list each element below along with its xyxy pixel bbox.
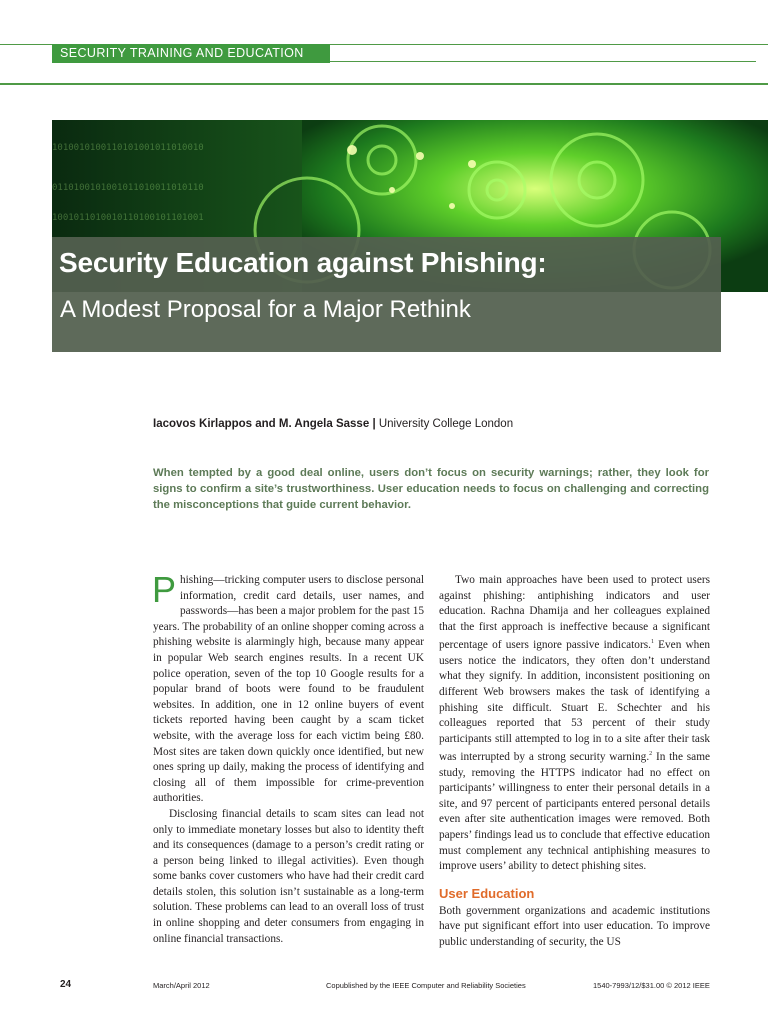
body-paragraph: Both government organizations and academic institutions have put significant effort into user education. To improve public understanding of security, the US [439,904,710,948]
publisher-line: Copublished by the IEEE Computer and Reliability Societies [326,981,526,990]
paragraph-text: Two main approaches have been used to protect users against phishing: antiphishing indicators and user education. Rachna Dhamija and her colleagues explained that the first approach is ineffective because a significant percentage of users ignore passive indicators. [439,574,710,652]
section-heading: User Education [439,885,535,901]
article-abstract: When tempted by a good deal online, users don’t focus on security warnings; rather, they look for signs to confirm a site’s trustworthiness. User education needs to focus on challenging and correcting the misconceptions that guide current behavior. [153,467,709,511]
body-column-left [152,569,424,947]
byline [153,418,513,430]
paragraph-text: In the same study, removing the HTTPS indicator had no effect on participants’ willingness to enter their personal details in a site, and 97 percent of participants entered personal details even after site authentication images were removed. Both papers’ findings lead us to conclude that effective education must complement any technical antiphishing measures to improve users’ ability to detect phishing sites. [439,751,710,873]
body-column-right [439,573,710,951]
svg-text:1001011010010110100101101001: 1001011010010110100101101001 [52,213,204,223]
author-affiliation: University College London [378,418,514,430]
body-paragraph [439,573,710,875]
section-label: SECURITY TRAINING AND EDUCATION [60,46,304,60]
issn-copyright: 1540-7993/12/$31.00 © 2012 IEEE [593,981,710,990]
svg-text:1010010100110101001011010010: 1010010100110101001011010010 [52,143,204,153]
header-rule-bottom [0,83,768,85]
svg-text:0110100101001011010011010110: 0110100101001011010011010110 [52,183,204,193]
article-subtitle: A Modest Proposal for a Major Rethink [60,296,471,323]
paragraph-text: Even when users notice the indicators, they often don’t understand what they signify. In addition, inconsistent positioning on different Web browsers makes the task of identifying a phishing site difficult. Stuart E. Schechter and his colleagues reported that 53 percent of their study participants still attempted to log in to a site after their task was interrupted by a strong security warning. [439,639,710,764]
issue-date: March/April 2012 [153,981,210,990]
paragraph-text: hishing—tricking computer users to disclose personal information, credit card details, user names, and passwords—has been a major problem for the past 15 years. The probability of an online shopper coming across a phishing website is alarmingly high, because many appear in popular Web search engines results. In a recent UK police operation, seven of the top 10 Google results for a popular brand of boots were found to be fraudulent websites. In addition, one in 12 online buyers of event tickets reported having been caught by a scam ticket website, with the average loss for each victim being £80. Most sites are taken down quickly once identified, but new ones spring up daily, making the process of identifying and closing all of them impossible for crime-prevention authorities. [153,574,424,805]
article-title: Security Education against Phishing: [59,247,547,278]
body-paragraph: Disclosing financial details to scam sites can lead not only to immediate monetary losses but also to identity theft and its consequences (damage to a person’s credit rating or a person being linked to illegal activities). Even though some banks cover customers who have had their credit card details stolen, this solution isn’t sustainable as a long-term solution. These problems can lead to an overall loss of trust in online shopping and deter consumers from engaging in online financial transactions. [153,807,424,945]
reference-marker: 2 [649,751,653,758]
byline-separator: | [372,418,376,430]
body-paragraph [152,569,424,807]
author-names: Iacovos Kirlappos and M. Angela Sasse [153,418,370,430]
page-number: 24 [60,979,72,990]
drop-cap: P [152,569,177,610]
section-rule [330,61,756,62]
reference-marker: 1 [650,639,654,646]
